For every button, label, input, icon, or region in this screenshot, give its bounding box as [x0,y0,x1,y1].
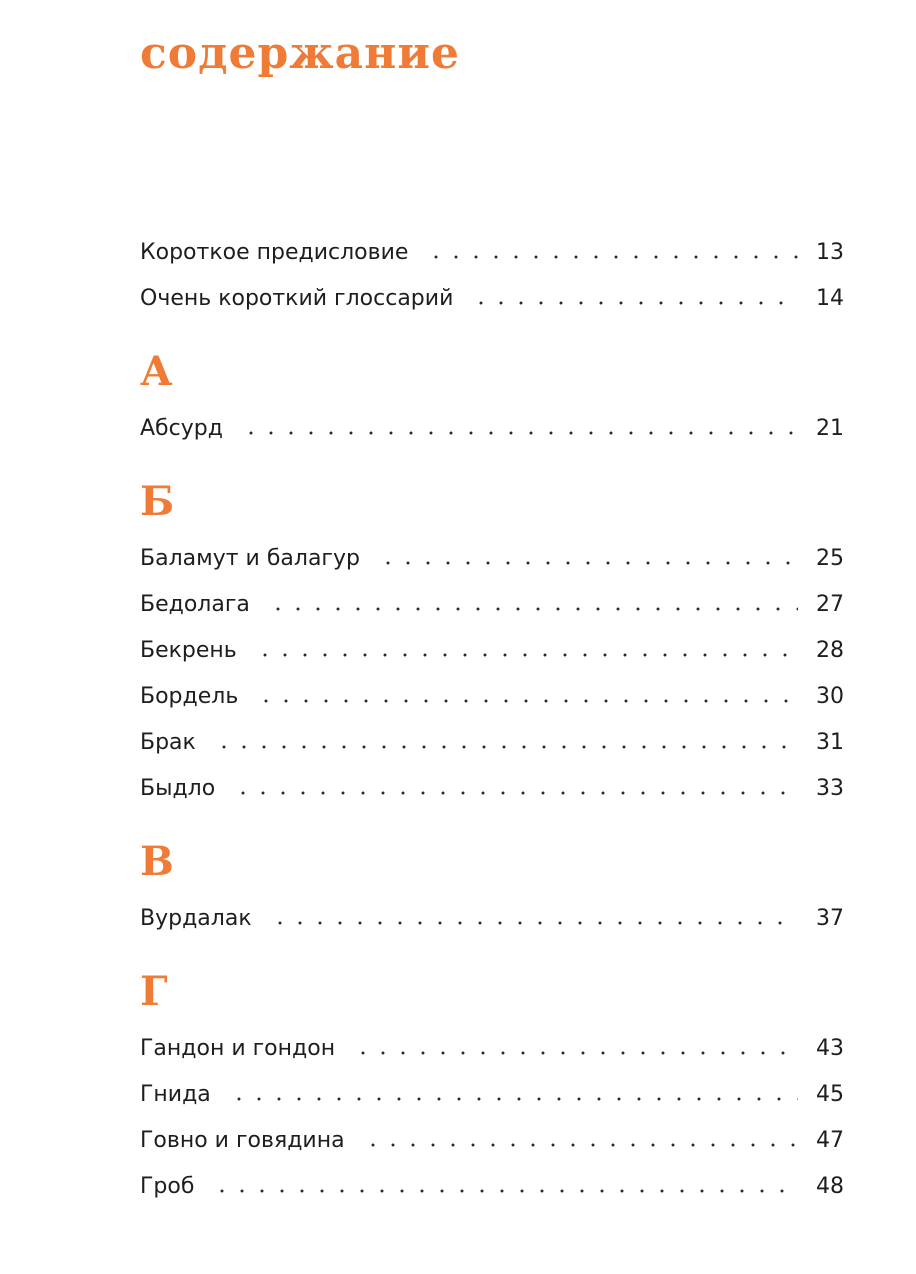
entry-page-number: 33 [816,776,844,801]
entry-page-number: 37 [816,906,844,931]
dot-leader [255,653,798,657]
toc-entry[interactable] [140,628,844,674]
toc-entry[interactable] [140,766,844,812]
entry-title: Гнида [140,1082,211,1107]
entry-page-number: 43 [816,1036,844,1061]
toc-entry[interactable] [140,896,844,942]
toc-entry[interactable] [140,1164,844,1210]
section-letter: В [140,838,174,885]
entry-title: Гроб [140,1174,195,1199]
entry-title: Короткое предисловие [140,240,409,265]
entry-title: Бордель [140,684,239,709]
dot-leader [256,699,798,703]
entry-page-number: 14 [816,286,844,311]
entry-page-number: 30 [816,684,844,709]
page-title: содержание [140,28,460,79]
dot-leader [353,1051,798,1055]
entry-page-number: 21 [816,416,844,441]
entry-title: Гандон и гондон [140,1036,336,1061]
section-letter: А [140,348,173,395]
entry-title: Абсурд [140,416,223,441]
toc-entry[interactable] [140,1118,844,1164]
entry-title: Бедолага [140,592,250,617]
dot-leader [363,1143,798,1147]
entry-page-number: 47 [816,1128,844,1153]
entry-page-number: 48 [816,1174,844,1199]
dot-leader [229,1097,798,1101]
toc-entry[interactable] [140,1026,844,1072]
entry-title: Баламут и балагур [140,546,360,571]
toc-entry[interactable] [140,720,844,766]
entry-title: Очень короткий глоссарий [140,286,454,311]
toc-entry-glossary[interactable] [140,276,844,322]
dot-leader [233,791,798,795]
toc-section-a [140,338,844,452]
entry-page-number: 28 [816,638,844,663]
entry-page-number: 27 [816,592,844,617]
table-of-contents [140,230,844,1210]
dot-leader [270,921,798,925]
entry-page-number: 13 [816,240,844,265]
entry-title: Быдло [140,776,216,801]
entry-page-number: 31 [816,730,844,755]
toc-section-b [140,468,844,812]
entry-title: Брак [140,730,196,755]
dot-leader [471,301,798,305]
toc-section-g [140,958,844,1210]
toc-section-v [140,828,844,942]
toc-entry[interactable] [140,1072,844,1118]
dot-leader [268,607,798,611]
toc-entry[interactable] [140,406,844,452]
toc-entry[interactable] [140,582,844,628]
entry-title: Вурдалак [140,906,252,931]
entry-title: Говно и говядина [140,1128,345,1153]
entry-title: Бекрень [140,638,237,663]
section-letter: Г [140,968,168,1015]
dot-leader [214,745,798,749]
dot-leader [241,431,798,435]
entry-page-number: 25 [816,546,844,571]
toc-section-intro [140,230,844,322]
dot-leader [378,561,798,565]
toc-entry-preface[interactable] [140,230,844,276]
entry-page-number: 45 [816,1082,844,1107]
section-letter: Б [140,478,175,525]
dot-leader [426,255,798,259]
toc-entry[interactable] [140,536,844,582]
dot-leader [212,1189,798,1193]
toc-entry[interactable] [140,674,844,720]
